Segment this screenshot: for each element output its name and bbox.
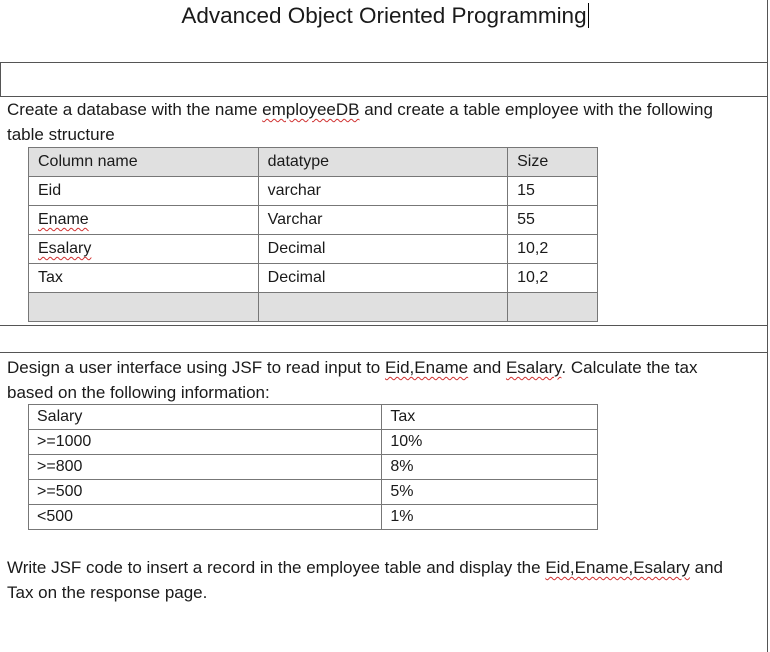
column-name-cell: Ename	[29, 206, 259, 235]
table-header-row	[29, 148, 598, 177]
db-name: employeeDB	[262, 100, 360, 119]
size-cell: 15	[508, 177, 598, 206]
tax-cell: 10%	[382, 430, 598, 455]
size-cell: 55	[508, 206, 598, 235]
table-row	[29, 177, 598, 206]
datatype-cell: varchar	[258, 177, 507, 206]
table-row	[29, 430, 598, 455]
salary-cell: >=800	[29, 455, 382, 480]
table-header-row	[29, 405, 598, 430]
datatype-cell: Decimal	[258, 264, 507, 293]
table-row	[29, 505, 598, 530]
text-cursor	[588, 3, 589, 28]
size-cell: 10,2	[508, 264, 598, 293]
salary-cell: >=1000	[29, 430, 382, 455]
salary-cell: <500	[29, 505, 382, 530]
header-cell: Tax	[382, 405, 598, 430]
table-row	[29, 480, 598, 505]
size-cell: 10,2	[508, 235, 598, 264]
tax-rate-table	[28, 404, 598, 530]
header-cell: Size	[508, 148, 598, 177]
page-border-left	[0, 62, 1, 97]
tax-cell: 1%	[382, 505, 598, 530]
table-row	[29, 206, 598, 235]
question-1-text: Create a database with the name employeeDB and create a table employee with the following table structure	[7, 100, 713, 144]
column-name-cell: Eid	[29, 177, 259, 206]
table-row-empty	[29, 293, 598, 322]
divider	[0, 352, 768, 353]
divider	[0, 325, 768, 326]
datatype-cell: Varchar	[258, 206, 507, 235]
tax-cell: 8%	[382, 455, 598, 480]
column-name-cell: Tax	[29, 264, 259, 293]
divider	[0, 62, 768, 63]
employee-structure-table	[28, 147, 598, 322]
salary-cell: >=500	[29, 480, 382, 505]
header-cell: Salary	[29, 405, 382, 430]
table-row	[29, 455, 598, 480]
page-title: Advanced Object Oriented Programming	[181, 3, 587, 28]
tax-cell: 5%	[382, 480, 598, 505]
question-3-text: Write JSF code to insert a record in the employee table and display the Eid,Ename,Esalary and Tax on the response page.	[7, 558, 723, 602]
header-cell: datatype	[258, 148, 507, 177]
question-2-text: Design a user interface using JSF to read input to Eid,Ename and Esalary. Calculate the tax based on the following information:	[7, 358, 698, 402]
table-row	[29, 264, 598, 293]
datatype-cell: Decimal	[258, 235, 507, 264]
column-name-cell: Esalary	[29, 235, 259, 264]
header-cell: Column name	[29, 148, 259, 177]
page-border-right	[767, 0, 768, 652]
table-row	[29, 235, 598, 264]
